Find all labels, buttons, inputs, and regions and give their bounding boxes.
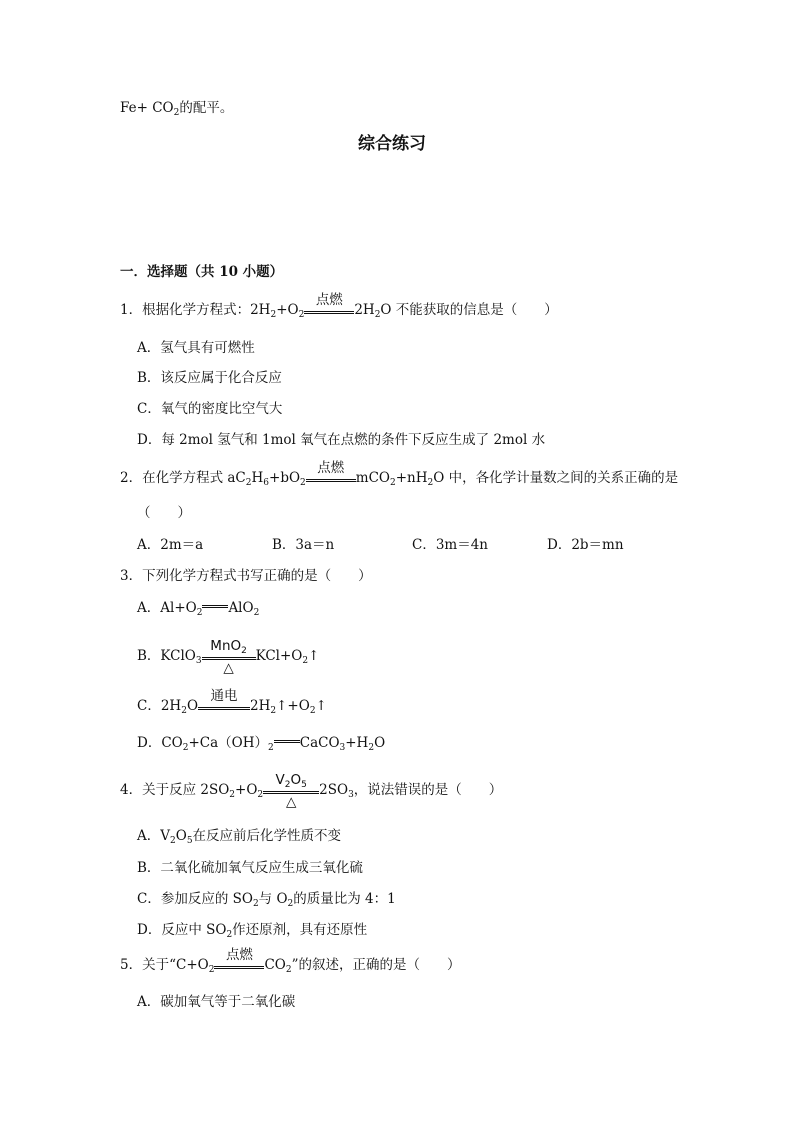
q2-text: 2．在化学方程式 aC bbox=[120, 470, 246, 486]
q3a-text: AlO bbox=[228, 600, 254, 616]
equals-sign bbox=[274, 740, 300, 743]
q4-text: 4．关于反应 2SO bbox=[120, 782, 230, 798]
equals-sign bbox=[202, 605, 228, 608]
condition-arrow bbox=[304, 291, 354, 314]
q3d-sub: 2 bbox=[268, 743, 274, 753]
q3-option-b[interactable] bbox=[137, 637, 320, 676]
question-1-stem bbox=[120, 291, 558, 320]
q4-text: 2SO bbox=[319, 782, 349, 798]
q1-option-d[interactable]: D．每 2mol 氢气和 1mol 氧气在点燃的条件下反应生成了 2mol 水 bbox=[137, 432, 546, 448]
q3d-text: +H bbox=[345, 735, 369, 751]
q2-sub: 2 bbox=[245, 478, 252, 488]
q3d-text: D．CO bbox=[137, 735, 183, 751]
q2-text: +nH bbox=[395, 470, 428, 486]
intro-line bbox=[120, 102, 233, 116]
q4-option-b[interactable]: B．二氧化硫加氧气反应生成三氧化硫 bbox=[137, 860, 363, 876]
q2-sub: 2 bbox=[427, 478, 434, 488]
question-3-stem: 3．下列化学方程式书写正确的是（ ） bbox=[120, 568, 372, 584]
catalyst-sub: 2 bbox=[241, 645, 247, 656]
q4-sub: 2 bbox=[229, 790, 236, 800]
intro-formula: Fe+ CO bbox=[120, 100, 174, 116]
q3a-text: A．Al+O bbox=[137, 600, 197, 616]
q3b-sub: 3 bbox=[195, 656, 202, 666]
catalyst-text: V bbox=[275, 771, 285, 788]
condition-label: 通电 bbox=[210, 687, 238, 704]
q3-option-c[interactable] bbox=[137, 687, 327, 716]
section-heading: 一．选择题（共 10 小题） bbox=[120, 264, 284, 280]
heat-symbol: △ bbox=[223, 660, 234, 676]
q2-paren: （ ） bbox=[137, 505, 191, 521]
condition-label: 点燃 bbox=[225, 946, 253, 963]
q4a-text: 在反应前后化学性质不变 bbox=[192, 828, 342, 844]
q2-sub: 2 bbox=[300, 478, 306, 488]
q3c-text: O bbox=[186, 698, 199, 714]
q4c-sub: 2 bbox=[252, 899, 259, 909]
gas-arrow-icon: ↑ bbox=[308, 648, 320, 664]
q4c-text: 与 O bbox=[258, 891, 288, 907]
q1-text: 1．根据化学方程式：2H bbox=[120, 302, 271, 318]
catalyst-text: O bbox=[290, 771, 302, 788]
q2-sub: 2 bbox=[389, 478, 396, 488]
q3d-text: CaCO bbox=[299, 735, 340, 751]
q4-sub: 2 bbox=[257, 790, 264, 800]
condition-label: 点燃 bbox=[317, 459, 345, 476]
q4c-text: C．参加反应的 SO bbox=[137, 891, 253, 907]
q4-text: +O bbox=[235, 782, 258, 798]
q3-option-a[interactable] bbox=[137, 602, 259, 616]
q3b-sub: 2 bbox=[302, 656, 309, 666]
q5-text: ”的叙述，正确的是（ ） bbox=[291, 957, 461, 973]
q4-option-d[interactable] bbox=[137, 924, 367, 938]
condition-arrow bbox=[202, 637, 256, 676]
q4-option-c[interactable] bbox=[137, 893, 396, 907]
q2-text: H bbox=[251, 470, 264, 486]
q3d-text: O bbox=[374, 735, 386, 751]
q5-text: 5．关于“C+O bbox=[120, 957, 209, 973]
q2-option-a[interactable]: A．2m＝a bbox=[137, 537, 204, 553]
q3d-sub: 2 bbox=[368, 743, 375, 753]
catalyst-sub: 2 bbox=[284, 779, 291, 790]
q3d-text: +Ca（OH） bbox=[188, 735, 268, 751]
q5-option-a[interactable]: A．碳加氧气等于二氧化碳 bbox=[137, 994, 296, 1010]
catalyst-label bbox=[202, 637, 256, 656]
q3a-sub: 2 bbox=[253, 608, 260, 618]
q3c-sub: 2 bbox=[270, 706, 277, 716]
q5-sub: 2 bbox=[208, 965, 215, 975]
condition-arrow bbox=[214, 946, 264, 969]
gas-arrow-icon: ↑ bbox=[315, 698, 327, 714]
q1-sub: 2 bbox=[270, 310, 277, 320]
question-4-stem bbox=[120, 771, 503, 810]
q3c-sub: 2 bbox=[181, 706, 187, 716]
q3b-text: B．KClO bbox=[137, 648, 196, 664]
q4d-text: 作还原剂，具有还原性 bbox=[232, 922, 368, 938]
q5-text: CO bbox=[264, 957, 286, 973]
q4a-text: A．V bbox=[137, 828, 170, 844]
q4a-sub: 5 bbox=[186, 836, 193, 846]
condition-label: 点燃 bbox=[315, 291, 343, 308]
q1-option-a[interactable]: A．氢气具有可燃性 bbox=[137, 340, 255, 356]
q4-sub: 3 bbox=[348, 790, 354, 800]
q1-option-b[interactable]: B．该反应属于化合反应 bbox=[137, 370, 282, 386]
q5-sub: 2 bbox=[285, 965, 292, 975]
condition-arrow bbox=[306, 459, 356, 482]
q2-text: O 中，各化学计量数之间的关系正确的是 bbox=[433, 470, 679, 486]
condition-arrow bbox=[198, 687, 250, 710]
q1-text: O 不能获取的信息是（ ） bbox=[380, 302, 558, 318]
q3c-text: 2H bbox=[250, 698, 271, 714]
q1-sub: 2 bbox=[298, 310, 305, 320]
condition-arrow bbox=[263, 771, 319, 810]
q4a-sub: 2 bbox=[170, 836, 176, 846]
catalyst-text: MnO bbox=[210, 637, 242, 654]
q2-sub: 6 bbox=[263, 478, 270, 488]
q2-option-b[interactable]: B．3a＝n bbox=[272, 537, 335, 553]
q4d-text: D．反应中 SO bbox=[137, 922, 227, 938]
question-2-stem bbox=[120, 459, 679, 488]
q4a-text: O bbox=[175, 828, 187, 844]
q3d-sub: 3 bbox=[339, 743, 346, 753]
question-5-stem bbox=[120, 946, 461, 975]
q4d-sub: 2 bbox=[226, 930, 233, 940]
intro-sub: 2 bbox=[173, 108, 180, 118]
q3-option-d[interactable] bbox=[137, 737, 385, 751]
q4c-sub: 2 bbox=[287, 899, 294, 909]
q4-option-a[interactable] bbox=[137, 830, 341, 844]
q2-option-c[interactable]: C．3m＝4n bbox=[412, 537, 489, 553]
q3c-sub: 2 bbox=[309, 706, 316, 716]
q3c-text: C．2H bbox=[137, 698, 182, 714]
q1-option-c[interactable]: C．氧气的密度比空气大 bbox=[137, 401, 283, 417]
q3b-text: KCl+O bbox=[255, 648, 303, 664]
q3d-sub: 2 bbox=[182, 743, 189, 753]
catalyst-sub: 5 bbox=[301, 779, 307, 790]
q4c-text: 的质量比为 4：1 bbox=[293, 891, 396, 907]
heat-symbol: △ bbox=[285, 794, 297, 810]
q1-text: +O bbox=[276, 302, 299, 318]
q3a-sub: 2 bbox=[196, 608, 203, 618]
q4-text: ，说法错误的是（ ） bbox=[353, 782, 503, 798]
intro-rest: 的配平。 bbox=[179, 100, 234, 116]
page-title: 综合练习 bbox=[358, 134, 426, 154]
catalyst-label bbox=[263, 771, 319, 790]
q1-sub: 2 bbox=[374, 310, 381, 320]
q2-option-d[interactable]: D．2b＝mn bbox=[547, 537, 624, 553]
q1-text: 2H bbox=[354, 302, 375, 318]
q3c-text: ↑+O bbox=[276, 698, 310, 714]
q2-text: +bO bbox=[269, 470, 301, 486]
q2-text: mCO bbox=[355, 470, 390, 486]
